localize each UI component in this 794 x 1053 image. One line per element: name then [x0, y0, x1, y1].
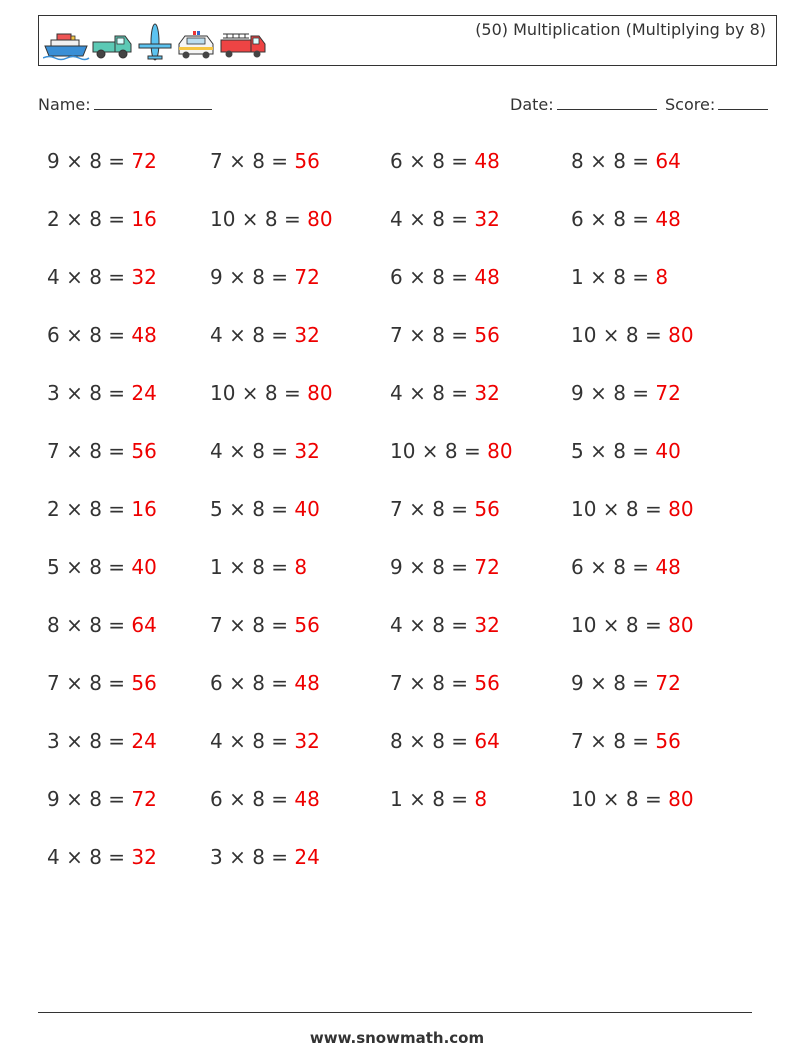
problem-answer: 24	[294, 845, 320, 869]
problem-answer: 56	[131, 671, 157, 695]
problem-answer: 32	[474, 381, 500, 405]
problem-item	[390, 613, 500, 637]
problem-question: 6 × 8 =	[210, 671, 295, 695]
date-label: Date:	[510, 95, 554, 114]
problem-item	[390, 323, 500, 347]
problem-answer: 32	[474, 207, 500, 231]
problem-answer: 72	[474, 555, 500, 579]
problem-item	[390, 497, 500, 521]
problem-item	[571, 497, 694, 521]
problem-question: 9 × 8 =	[390, 555, 475, 579]
problem-item	[571, 439, 681, 463]
problem-item	[571, 729, 681, 753]
problem-item	[210, 671, 320, 695]
problem-question: 8 × 8 =	[571, 149, 656, 173]
problem-answer: 32	[474, 613, 500, 637]
problem-question: 9 × 8 =	[47, 149, 132, 173]
problem-item	[47, 671, 157, 695]
problem-question: 7 × 8 =	[47, 671, 132, 695]
problem-question: 5 × 8 =	[571, 439, 656, 463]
problem-question: 7 × 8 =	[390, 497, 475, 521]
problem-question: 8 × 8 =	[390, 729, 475, 753]
problem-question: 10 × 8 =	[390, 439, 488, 463]
problem-item	[210, 555, 307, 579]
problem-question: 7 × 8 =	[210, 149, 295, 173]
problem-answer: 80	[668, 323, 694, 347]
problem-question: 10 × 8 =	[571, 323, 669, 347]
airplane-icon	[139, 24, 171, 60]
problem-question: 9 × 8 =	[210, 265, 295, 289]
problem-item	[390, 787, 487, 811]
problem-question: 9 × 8 =	[571, 381, 656, 405]
problem-answer: 48	[474, 149, 500, 173]
problem-item	[571, 555, 681, 579]
problem-question: 6 × 8 =	[390, 149, 475, 173]
problem-answer: 16	[131, 207, 157, 231]
problem-answer: 8	[655, 265, 669, 289]
problem-answer: 24	[131, 729, 157, 753]
problem-answer: 56	[294, 613, 320, 637]
problem-item	[210, 381, 333, 405]
vehicle-icons	[43, 22, 273, 62]
problem-answer: 48	[131, 323, 157, 347]
problem-answer: 56	[131, 439, 157, 463]
problem-question: 4 × 8 =	[210, 729, 295, 753]
police-car-icon	[179, 31, 213, 59]
problem-item	[390, 149, 500, 173]
problem-answer: 64	[474, 729, 500, 753]
name-field	[38, 93, 212, 114]
problem-item	[47, 323, 157, 347]
problem-question: 4 × 8 =	[210, 323, 295, 347]
problem-item	[47, 149, 157, 173]
problem-answer: 80	[668, 613, 694, 637]
problem-item	[571, 613, 694, 637]
problem-item	[210, 439, 320, 463]
problem-answer: 56	[474, 671, 500, 695]
problem-item	[390, 381, 500, 405]
problem-question: 2 × 8 =	[47, 207, 132, 231]
problem-question: 9 × 8 =	[571, 671, 656, 695]
problem-answer: 48	[655, 207, 681, 231]
problem-answer: 32	[131, 845, 157, 869]
name-label: Name:	[38, 95, 91, 114]
problem-question: 8 × 8 =	[47, 613, 132, 637]
problem-question: 10 × 8 =	[571, 613, 669, 637]
problem-question: 4 × 8 =	[390, 381, 475, 405]
problem-answer: 56	[294, 149, 320, 173]
footer-site: www.snowmath.com	[309, 1029, 485, 1047]
problem-item	[210, 497, 320, 521]
problem-question: 3 × 8 =	[47, 729, 132, 753]
problem-answer: 32	[294, 729, 320, 753]
problem-question: 1 × 8 =	[210, 555, 295, 579]
problem-question: 9 × 8 =	[47, 787, 132, 811]
problem-question: 4 × 8 =	[390, 207, 475, 231]
problem-question: 4 × 8 =	[390, 613, 475, 637]
name-blank[interactable]	[94, 93, 212, 110]
footer-divider	[38, 1012, 752, 1013]
problem-item	[390, 555, 500, 579]
problem-answer: 72	[131, 787, 157, 811]
problem-answer: 64	[655, 149, 681, 173]
problem-item	[210, 207, 333, 231]
problem-answer: 24	[131, 381, 157, 405]
problem-answer: 72	[655, 381, 681, 405]
problem-answer: 64	[131, 613, 157, 637]
problem-question: 4 × 8 =	[47, 845, 132, 869]
problem-item	[47, 207, 157, 231]
problem-item	[390, 265, 500, 289]
problem-answer: 48	[655, 555, 681, 579]
problem-question: 4 × 8 =	[47, 265, 132, 289]
problem-answer: 80	[487, 439, 513, 463]
problem-item	[47, 265, 157, 289]
problem-item	[210, 787, 320, 811]
problem-item	[47, 729, 157, 753]
problem-answer: 72	[655, 671, 681, 695]
ship-icon	[43, 34, 89, 60]
problem-answer: 40	[655, 439, 681, 463]
problem-item	[210, 265, 320, 289]
problem-item	[390, 207, 500, 231]
problem-question: 2 × 8 =	[47, 497, 132, 521]
fire-truck-icon	[221, 34, 265, 58]
problem-question: 3 × 8 =	[210, 845, 295, 869]
problem-answer: 48	[294, 671, 320, 695]
problem-item	[210, 613, 320, 637]
problem-item	[47, 381, 157, 405]
problem-question: 10 × 8 =	[210, 207, 308, 231]
score-blank[interactable]	[718, 93, 768, 110]
problem-answer: 56	[474, 497, 500, 521]
problem-item	[571, 265, 668, 289]
problem-item	[390, 671, 500, 695]
problem-item	[390, 439, 513, 463]
problem-item	[571, 149, 681, 173]
problem-answer: 80	[668, 497, 694, 521]
problem-answer: 80	[307, 207, 333, 231]
problem-item	[47, 497, 157, 521]
problem-answer: 32	[294, 439, 320, 463]
score-label: Score:	[665, 95, 716, 114]
problem-answer: 32	[294, 323, 320, 347]
problem-item	[210, 149, 320, 173]
score-field	[665, 93, 768, 114]
problem-answer: 72	[131, 149, 157, 173]
problem-question: 1 × 8 =	[571, 265, 656, 289]
problem-question: 7 × 8 =	[47, 439, 132, 463]
problem-question: 6 × 8 =	[47, 323, 132, 347]
problem-answer: 56	[655, 729, 681, 753]
problem-answer: 32	[131, 265, 157, 289]
problem-question: 10 × 8 =	[571, 497, 669, 521]
problem-item	[571, 323, 694, 347]
problem-item	[47, 439, 157, 463]
problem-item	[210, 323, 320, 347]
problem-answer: 48	[294, 787, 320, 811]
pickup-truck-icon	[93, 36, 131, 58]
problem-question: 4 × 8 =	[210, 439, 295, 463]
problem-question: 10 × 8 =	[571, 787, 669, 811]
problem-item	[390, 729, 500, 753]
date-field	[510, 93, 657, 114]
problem-question: 1 × 8 =	[390, 787, 475, 811]
date-blank[interactable]	[557, 93, 657, 110]
problem-question: 7 × 8 =	[571, 729, 656, 753]
problem-item	[571, 207, 681, 231]
problem-answer: 16	[131, 497, 157, 521]
problem-answer: 48	[474, 265, 500, 289]
problem-question: 7 × 8 =	[390, 323, 475, 347]
worksheet-title: (50) Multiplication (Multiplying by 8)	[475, 20, 766, 39]
problem-answer: 40	[131, 555, 157, 579]
problem-answer: 80	[668, 787, 694, 811]
problem-question: 7 × 8 =	[390, 671, 475, 695]
problem-question: 6 × 8 =	[571, 207, 656, 231]
problem-question: 3 × 8 =	[47, 381, 132, 405]
problem-question: 10 × 8 =	[210, 381, 308, 405]
problem-item	[47, 787, 157, 811]
problem-answer: 56	[474, 323, 500, 347]
problem-item	[571, 787, 694, 811]
problem-question: 6 × 8 =	[390, 265, 475, 289]
problem-item	[571, 381, 681, 405]
problem-answer: 72	[294, 265, 320, 289]
problem-answer: 80	[307, 381, 333, 405]
problem-question: 7 × 8 =	[210, 613, 295, 637]
problem-question: 6 × 8 =	[571, 555, 656, 579]
problem-item	[47, 613, 157, 637]
problem-item	[47, 555, 157, 579]
problem-question: 5 × 8 =	[210, 497, 295, 521]
problem-item	[571, 671, 681, 695]
problem-item	[47, 845, 157, 869]
problem-answer: 40	[294, 497, 320, 521]
header-box	[38, 15, 777, 66]
problem-question: 6 × 8 =	[210, 787, 295, 811]
problem-answer: 8	[474, 787, 488, 811]
problem-item	[210, 729, 320, 753]
problem-item	[210, 845, 320, 869]
problem-question: 5 × 8 =	[47, 555, 132, 579]
problem-answer: 8	[294, 555, 308, 579]
